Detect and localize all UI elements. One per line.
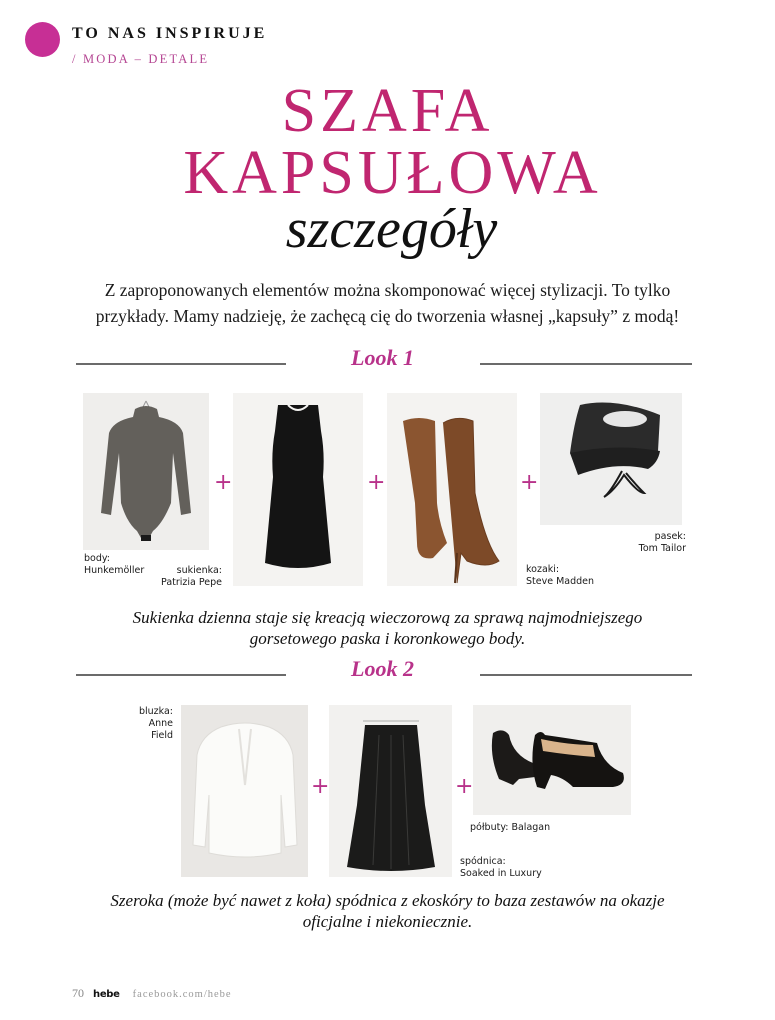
caption-pasek: pasek: Tom Tailor bbox=[638, 531, 686, 554]
look-2-quote: Szeroka (może być nawet z koła) spódnica z ekoskóry to baza zestawów na okazje oficjalne i niekoniecznie. bbox=[110, 891, 665, 931]
social-link[interactable]: facebook.com/hebe bbox=[132, 989, 232, 1000]
page-title-line1: SZAFA bbox=[281, 77, 494, 145]
bodysuit-icon bbox=[83, 393, 209, 550]
section-dot-icon bbox=[25, 22, 60, 57]
caption-body: body: Hunkemöller bbox=[84, 553, 145, 576]
plus-separator: + bbox=[214, 470, 233, 495]
intro-line: przykłady. Mamy nadzieję, że zachęcą cię do tworzenia własnej „kapsuły” z modą! bbox=[95, 306, 680, 326]
skirt-icon bbox=[329, 705, 452, 877]
caption-sukienka: sukienka: Patrizia Pepe bbox=[161, 565, 222, 588]
section-breadcrumb: / MODA – DETALE bbox=[72, 52, 210, 66]
intro-line: Z zaproponowanych elementów można skomponować więcej stylizacji. To tylko bbox=[104, 280, 671, 300]
photo-brown-boots bbox=[387, 393, 517, 586]
divider-line bbox=[480, 363, 692, 365]
belt-icon bbox=[540, 393, 682, 525]
section-kicker: TO NAS INSPIRUJE bbox=[72, 25, 268, 42]
plus-separator: + bbox=[455, 774, 474, 799]
brand-logo: hebe bbox=[93, 989, 120, 1000]
photo-lace-bodysuit bbox=[83, 393, 209, 550]
plus-separator: + bbox=[311, 774, 330, 799]
divider-line bbox=[480, 674, 692, 676]
plus-separator: + bbox=[520, 470, 539, 495]
plus-separator: + bbox=[367, 470, 386, 495]
divider-line bbox=[76, 363, 286, 365]
page-subtitle: szczegóły bbox=[285, 198, 498, 260]
shoes-icon bbox=[473, 705, 631, 815]
caption-spodnica: spódnica: Soaked in Luxury bbox=[460, 856, 542, 879]
look-1-heading: Look 1 bbox=[351, 345, 414, 370]
blouse-icon bbox=[181, 705, 308, 877]
divider-line bbox=[76, 674, 286, 676]
page-title-line2: KAPSUŁOWA bbox=[183, 139, 602, 207]
photo-leather-skirt bbox=[329, 705, 452, 877]
photo-black-dress bbox=[233, 393, 363, 586]
caption-kozaki: kozaki: Steve Madden bbox=[526, 564, 595, 587]
photo-corset-belt bbox=[540, 393, 682, 525]
look-2-heading: Look 2 bbox=[351, 656, 414, 681]
photo-white-blouse bbox=[181, 705, 308, 877]
dress-icon bbox=[233, 393, 363, 586]
caption-polbuty: półbuty: Balagan bbox=[470, 822, 551, 833]
caption-bluzka: bluzka: Anne Field bbox=[138, 706, 173, 741]
page-number: 70 bbox=[72, 986, 84, 1000]
look-1-quote: Sukienka dzienna staje się kreacją wieczorową za sprawą najmodniejszego gorsetowego paska i koronkowego body. bbox=[132, 608, 643, 648]
photo-mary-jane-shoes bbox=[473, 705, 631, 815]
intro-paragraph bbox=[70, 277, 705, 329]
boots-icon bbox=[387, 393, 517, 586]
page-footer bbox=[72, 986, 232, 1001]
